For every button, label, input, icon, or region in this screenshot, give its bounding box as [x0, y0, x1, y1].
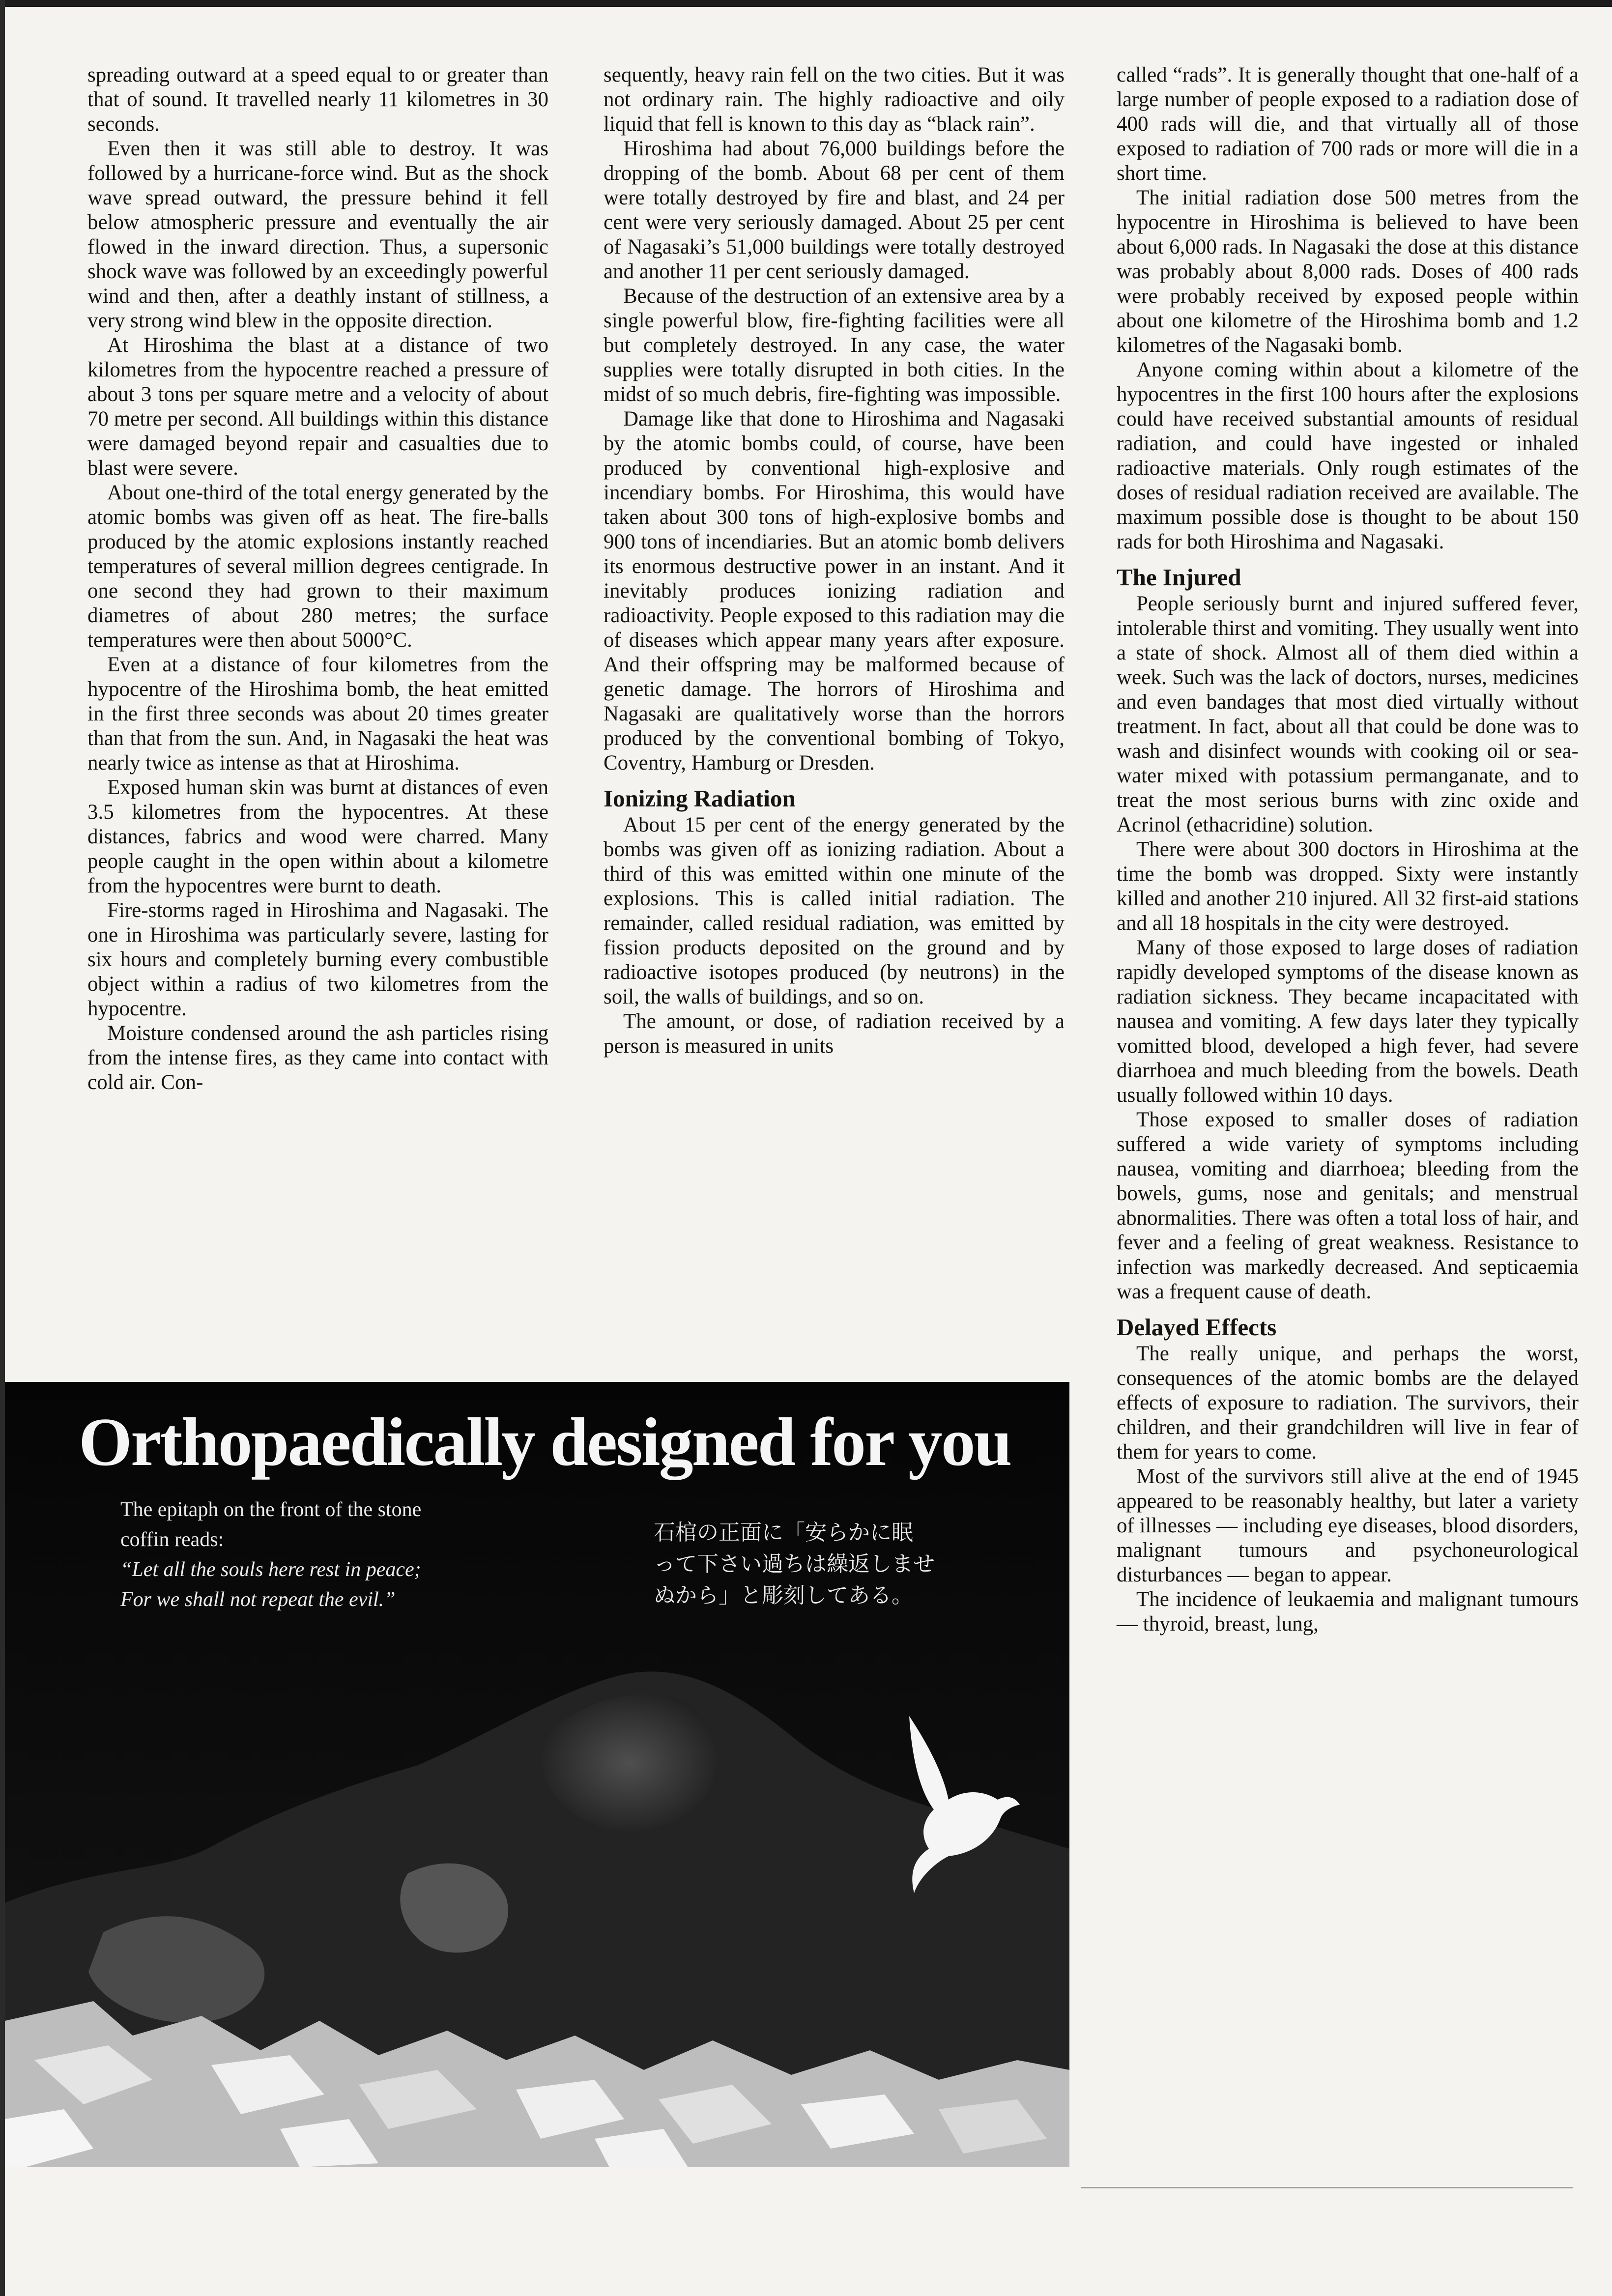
epitaph-caption-english — [120, 1495, 425, 1615]
body-paragraph: Exposed human skin was burnt at distances of even 3.5 kilometres from the hypocentres. At these distances, fabrics and wood were charred. Many people caught in the open within about a kilometre from the hypocentres were burnt to death. — [87, 776, 548, 897]
body-paragraph: Those exposed to smaller doses of radiation suffered a wide variety of symptoms including nausea, vomiting and diarrhoea; bleeding from the bowels, gums, nose and genitals; and menstrual abnormalities. There was often a total loss of hair, and fever and a feeling of great weakness. Resistance to infection was markedly decreased. And septicaemia was a frequent cause of death. — [1117, 1108, 1579, 1303]
section-heading: Ionizing Radiation — [604, 785, 796, 812]
epitaph-quote: “Let all the souls here rest in peace; For we shall not repeat the evil.” — [120, 1558, 421, 1611]
body-paragraph: sequently, heavy rain fell on the two cities. But it was not ordinary rain. The highly radioactive and oily liquid that fell is known to this day as “black rain”. — [604, 63, 1065, 136]
body-paragraph: At Hiroshima the blast at a distance of two kilometres from the hypocentre reached a pressure of about 3 tons per square metre and a velocity of about 70 metre per second. All buildings within this distance were damaged beyond repair and casualties due to blast were severe. — [87, 334, 548, 480]
body-paragraph: called “rads”. It is generally thought that one-half of a large number of people exposed to a radiation dose of 400 rads will die, and that virtually all of those exposed to radiation of 700 rads or more will die in a short time. — [1117, 63, 1579, 185]
body-paragraph: People seriously burnt and injured suffered fever, intolerable thirst and vomiting. They usually went into a state of shock. Almost all of them died within a week. Such was the lack of doctors, nurses, medicines and even bandages that most died virtually without treatment. In fact, about all that could be done was to wash and disinfect wounds with cooking oil or sea-water mixed with potassium permanganate, and to treat the most serious burns with zinc oxide and Acrinol (ethacridine) solution. — [1117, 592, 1579, 836]
body-paragraph: Damage like that done to Hiroshima and Nagasaki by the atomic bombs could, of course, have been produced by conventional high-explosive and incendiary bombs. For Hiroshima, this would have taken about 300 tons of high-explosive bombs and 900 tons of incendiaries. But an atomic bomb delivers its enormous destructive power in an instant. And it inevitably produces ionizing radiation and radioactivity. People exposed to this radiation may die of diseases which appear many years after exposure. And their offspring may be malformed because of genetic damage. The horrors of Hiroshima and Nagasaki are qualitatively worse than the horrors produced by the conventional bombing of Tokyo, Coventry, Hamburg or Dresden. — [604, 407, 1065, 775]
body-paragraph: There were about 300 doctors in Hiroshima at the time the bomb was dropped. Sixty were instantly killed and another 210 injured. All 32 first-aid stations and all 18 hospitals in the city were destroyed. — [1117, 838, 1579, 935]
photo-headline: Orthopaedically designed for you — [79, 1404, 1011, 1480]
monument-photo — [5, 1382, 1069, 2167]
jp-caption-line: ぬから」と彫刻してある。 — [654, 1583, 913, 1608]
body-paragraph: About one-third of the total energy generated by the atomic bombs was given off as heat. The fire-balls produced by the atomic explosions instantly reached temperatures of several million degrees centigrade. In one second they had grown to their maximum diametres of about 280 metres; the surface temperatures were then about 5000°C. — [87, 481, 548, 652]
page-left-edge — [0, 0, 5, 2296]
bottom-rule — [1081, 2187, 1573, 2188]
article-column-2 — [604, 63, 1065, 1059]
article-column-1 — [87, 63, 548, 1095]
body-paragraph: About 15 per cent of the energy generated by the bombs was given off as ionizing radiation. About a third of this was emitted within one minute of the explosions. This is called initial radiation. The remainder, called residual radiation, was emitted by fission products deposited on the ground and by radioactive isotopes produced (by neutrons) in the soil, the walls of buildings, and so on. — [604, 813, 1065, 1008]
body-paragraph: Moisture condensed around the ash particles rising from the intense fires, as they came into contact with cold air. Con- — [87, 1022, 548, 1094]
body-paragraph: Even then it was still able to destroy. It was followed by a hurricane-force wind. But as the shock wave spread outward, the pressure behind it fell below atmospheric pressure and eventually the air flowed in the inward direction. Thus, a supersonic shock wave was followed by an exceedingly powerful wind and then, after a deathly instant of stillness, a very strong wind blew in the opposite direction. — [87, 137, 548, 332]
body-paragraph: Anyone coming within about a kilometre of the hypocentres in the first 100 hours after the explosions could have received substantial amounts of residual radiation, and could have ingested or inhaled radioactive materials. Only rough estimates of the doses of residual radiation received are available. The maximum possible dose is thought to be about 150 rads for both Hiroshima and Nagasaki. — [1117, 358, 1579, 553]
section-heading: The Injured — [1117, 564, 1241, 591]
body-paragraph: Even at a distance of four kilometres from the hypocentre of the Hiroshima bomb, the heat emitted in the first three seconds was about 20 times greater than that from the sun. And, in Nagasaki the heat was nearly twice as intense as that at Hiroshima. — [87, 653, 548, 775]
epitaph-caption-japanese — [654, 1517, 988, 1611]
page-top-edge — [0, 0, 1612, 7]
jp-caption-line: って下さい過ちは繰返しませ — [654, 1551, 935, 1577]
article-column-3 — [1117, 63, 1579, 1636]
body-paragraph: Fire-storms raged in Hiroshima and Nagasaki. The one in Hiroshima was particularly severe, lasting for six hours and completely burning every combustible object within a radius of two kilometres from the hypocentre. — [87, 899, 548, 1020]
body-paragraph: Because of the destruction of an extensive area by a single powerful blow, fire-fighting facilities were all but completely destroyed. In any case, the water supplies were totally disrupted in both cities. In the midst of so much debris, fire-fighting was impossible. — [604, 285, 1065, 406]
body-paragraph: The initial radiation dose 500 metres from the hypocentre in Hiroshima is believed to have been about 6,000 rads. In Nagasaki the dose at this distance was probably about 8,000 rads. Doses of 400 rads were probably received by exposed people within about one kilometre of the Hiroshima bomb and 1.2 kilometres of the Nagasaki bomb. — [1117, 186, 1579, 357]
body-paragraph: The incidence of leukaemia and malignant tumours — thyroid, breast, lung, — [1117, 1588, 1579, 1636]
body-paragraph: spreading outward at a speed equal to or greater than that of sound. It travelled nearly 11 kilometres in 30 seconds. — [87, 63, 548, 136]
section-heading: Delayed Effects — [1117, 1314, 1277, 1341]
body-paragraph: Many of those exposed to large doses of radiation rapidly developed symptoms of the disease known as radiation sickness. They became incapacitated with nausea and vomiting. A few days later they typically vomitted blood, developed a high fever, had severe diarrhoea and much bleeding from the bowels. Death usually followed within 10 days. — [1117, 936, 1579, 1107]
body-paragraph: Most of the survivors still alive at the end of 1945 appeared to be reasonably healthy, but later a variety of illnesses — including eye diseases, blood disorders, malignant tumours and psychoneurological disturbances — began to appear. — [1117, 1465, 1579, 1586]
body-paragraph: Hiroshima had about 76,000 buildings before the dropping of the bomb. About 68 per cent of them were totally destroyed by fire and blast, and 24 per cent were very seriously damaged. About 25 per cent of Nagasaki’s 51,000 buildings were totally destroyed and another 11 per cent seriously damaged. — [604, 137, 1065, 283]
body-paragraph: The amount, or dose, of radiation received by a person is measured in units — [604, 1010, 1065, 1058]
body-paragraph: The really unique, and perhaps the worst, consequences of the atomic bombs are the delayed effects of exposure to radiation. The survivors, their children, and their grandchildren will live in fear of them for years to come. — [1117, 1342, 1579, 1464]
jp-caption-line: 石棺の正面に「安らかに眠 — [654, 1520, 913, 1545]
epitaph-intro: The epitaph on the front of the stone coffin reads: — [120, 1498, 422, 1551]
